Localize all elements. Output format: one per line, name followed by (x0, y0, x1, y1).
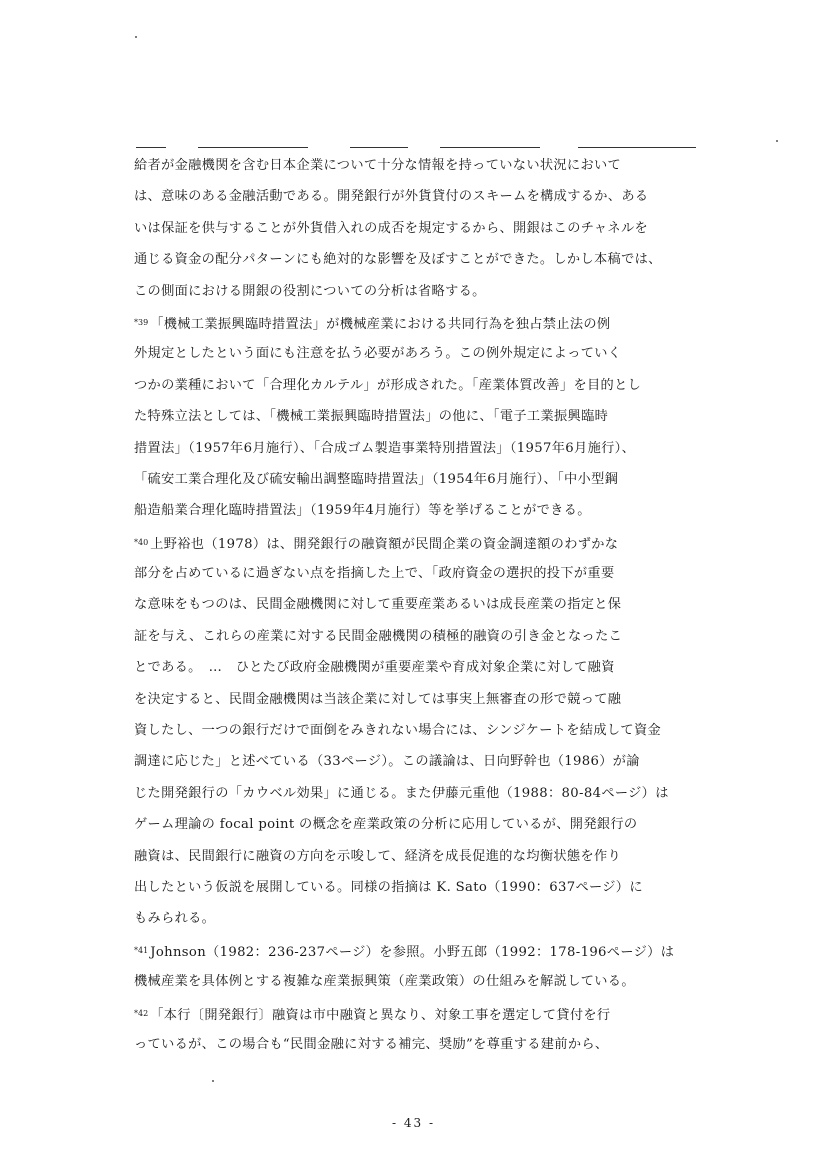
text-line: じた開発銀行の「カウベル効果」に通じる。また伊藤元重他（1988：80-84ページ）は (134, 785, 669, 801)
text-line: 措置法」（1957年6月施行）、「合成ゴム製造事業特別措置法」（1957年6月施行）、 (134, 440, 636, 456)
text-line: 「硫安工業合理化及び硫安輸出調整臨時措置法」（1954年6月施行）、「中小型鋼 (134, 471, 619, 487)
footnote-marker: *39 (134, 317, 149, 327)
footnote-40-first-line (134, 527, 734, 558)
text-line: を決定すると、民間金融機関は当該企業に対しては事実上無審査の形で競って融 (134, 691, 622, 707)
text-line: ゲーム理論の focal point の概念を産業政策の分析に応用しているが、開発銀行の (134, 817, 638, 833)
text-line: 船造船業合理化臨時措置法」（1959年4月施行）等を挙げることができる。 (134, 503, 591, 519)
text-line: 調達に応じた」と述べている（33ページ）。この議論は、日向野幹也（1986）が論 (134, 754, 640, 770)
text-line: 機械産業を具体例とする複雑な産業振興策（産業政策）の仕組みを解説している。 (134, 974, 635, 990)
footnote-marker: *41 (134, 945, 149, 955)
text-line: 上野裕也（1978）は、開発銀行の融資額が民間企業の資金調達額のわずかな (150, 536, 619, 552)
rule-segment (350, 147, 408, 148)
text-line: もみられる。 (134, 911, 216, 927)
scan-speck (135, 36, 137, 38)
text-line: いは保証を供与することが外貨借入れの成否を規定するから、開銀はこのチャネルを (134, 220, 649, 236)
text-line: Johnson（1982：236-237ページ）を参照。小野五郎（1992：178-196ページ）は (150, 944, 675, 960)
text-line: は、意味のある金融活動である。開発銀行が外貨貸付のスキームを構成するか、ある (134, 189, 649, 205)
text-line: つかの業種において「合理化カルテル」が形成された。「産業体質改善」を目的とし (134, 377, 642, 393)
text-line: な意味をもつのは、民間金融機関に対して重要産業あるいは成長産業の指定と保 (134, 597, 622, 613)
rule-segment (136, 147, 166, 148)
scan-speck (212, 1080, 214, 1082)
rule-segment (578, 147, 696, 148)
text-line: 証を与え、これらの産業に対する民間金融機関の積極的融資の引き金となったこ (134, 628, 623, 644)
text-line: 通じる資金の配分パターンにも絶対的な影響を及ぼすことができた。しかし本稿では、 (134, 252, 662, 268)
text-line: 資したし、一つの銀行だけで面倒をみきれない場合には、シンジケートを結成して資金 (134, 723, 662, 739)
footnotes-body (134, 150, 734, 1060)
footnote-39-first-line (134, 307, 734, 338)
footnote-separator-rule (136, 147, 696, 149)
text-line: この側面における開銀の役割についての分析は省略する。 (134, 283, 486, 299)
rule-segment (440, 147, 540, 148)
text-line: とである。 … ひとたび政府金融機関が重要産業や育成対象企業に対して融資 (134, 660, 615, 676)
text-line: 部分を占めているに過ぎない点を指摘した上で、「政府資金の選択的投下が重要 (134, 566, 615, 582)
page-number: - 43 - (391, 1116, 435, 1130)
rule-segment (198, 147, 308, 148)
text-line: っているが、この場合も“民間金融に対する補完、奨励”を尊重する建前から、 (134, 1036, 609, 1052)
text-line: 融資は、民間銀行に融資の方向を示唆して、経済を成長促進的な均衡状態を作り (134, 848, 622, 864)
text-line: 給者が金融機関を含む日本企業について十分な情報を持っていない状況において (134, 158, 622, 173)
text-line: 外規定としたという面にも注意を払う必要があろう。この例外規定によっていく (134, 346, 622, 362)
scan-speck (776, 140, 778, 142)
footnote-marker: *40 (134, 537, 149, 547)
footnote-marker: *42 (134, 1008, 149, 1018)
text-line: 「本行〔開発銀行〕融資は市中融資と異なり、対象工事を選定して貸付を行 (150, 1007, 611, 1023)
footnote-41-first-line (134, 935, 734, 966)
text-line: 「機械工業振興臨時措置法」が機械産業における共同行為を独占禁止法の例 (150, 316, 611, 332)
text-line: 出したという仮説を展開している。同様の指摘は K. Sato（1990：637ページ）に (134, 879, 643, 895)
text-line: た特殊立法としては、「機械工業振興臨時措置法」の他に、「電子工業振興臨時 (134, 409, 609, 425)
footnote-42-first-line (134, 998, 734, 1029)
